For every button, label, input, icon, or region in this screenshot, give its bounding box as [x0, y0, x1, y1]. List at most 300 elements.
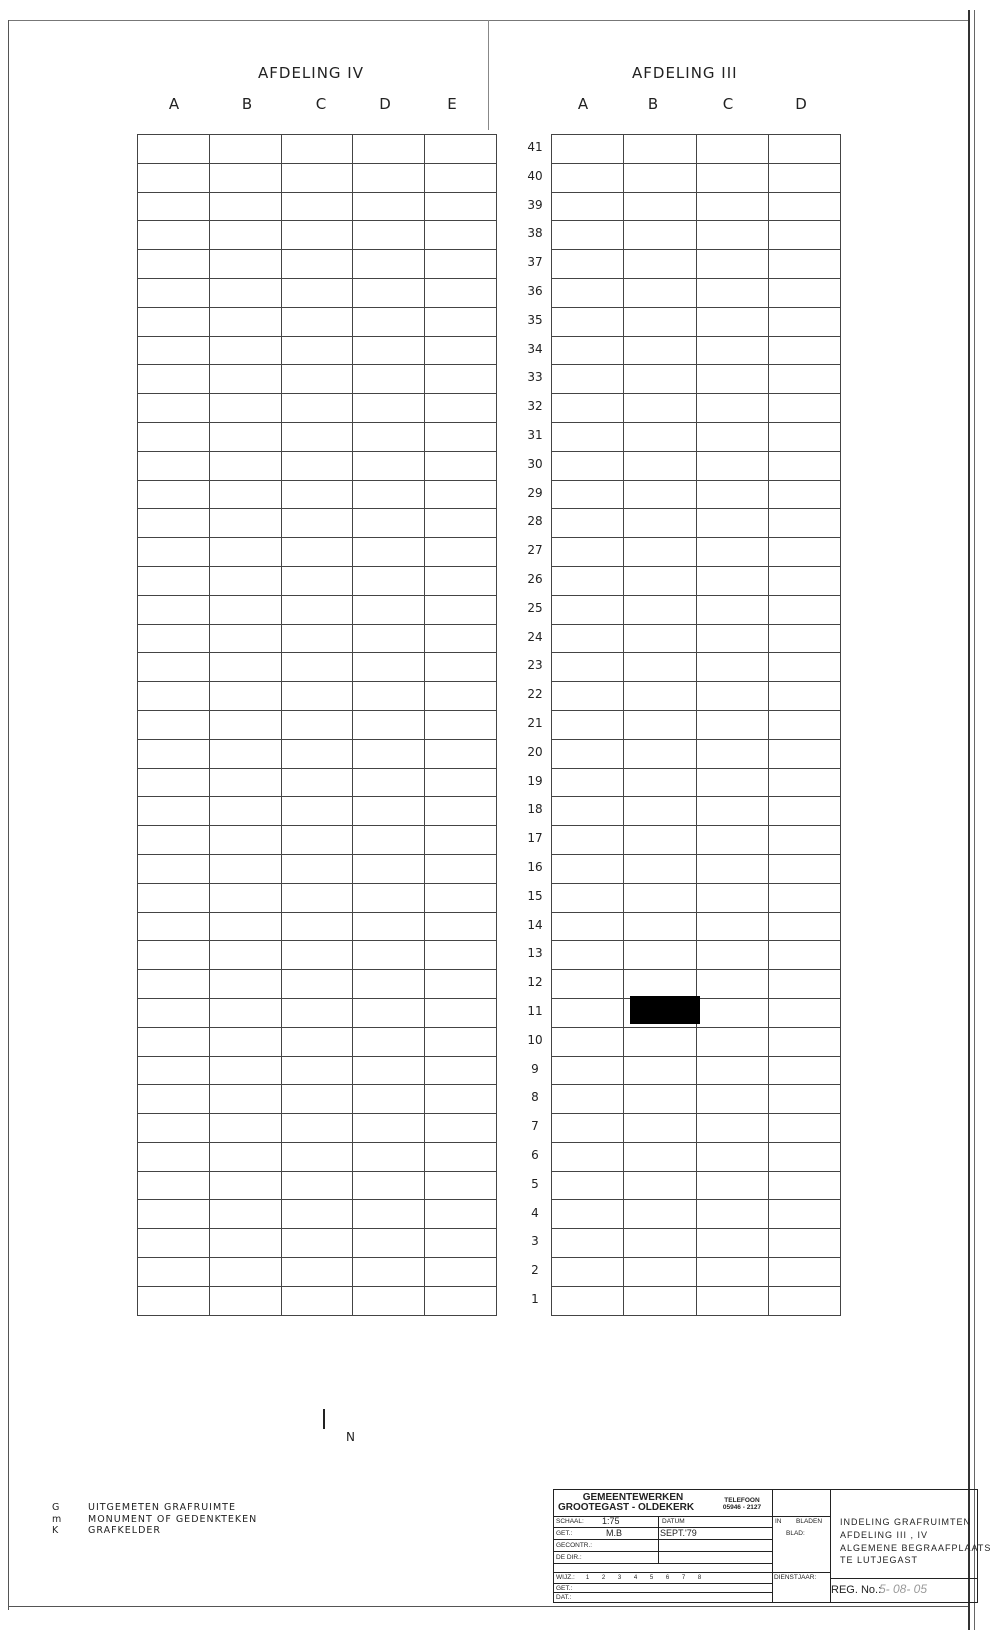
grave-plot [138, 1258, 210, 1287]
grave-plot [552, 509, 624, 538]
grave-plot [768, 480, 840, 509]
grave-plot [696, 682, 768, 711]
grave-plot [768, 192, 840, 221]
wijz-number: 3 [617, 1575, 622, 1581]
grave-plot [696, 826, 768, 855]
row-number: 41 [527, 140, 543, 154]
grave-plot [353, 624, 425, 653]
grave-row [138, 1229, 497, 1258]
grave-row [138, 883, 497, 912]
grave-plot [624, 422, 696, 451]
grave-plot [624, 1258, 696, 1287]
grave-plot [552, 1171, 624, 1200]
gecontr-label: GECONTR.: [556, 1542, 593, 1549]
grave-plot [624, 653, 696, 682]
grave-plot [696, 768, 768, 797]
grave-plot [552, 998, 624, 1027]
row-number: 19 [527, 773, 543, 788]
grave-plot [552, 941, 624, 970]
grave-plot [138, 710, 210, 739]
grave-plot [696, 797, 768, 826]
grave-plot [624, 595, 696, 624]
legend-code: K [52, 1525, 60, 1536]
grave-plot [353, 826, 425, 855]
grave-row [138, 854, 497, 883]
column-letter: E [447, 95, 457, 113]
grave-plot [281, 1142, 353, 1171]
grave-plot [768, 221, 840, 250]
grave-row [552, 912, 841, 941]
grave-plot [552, 682, 624, 711]
grave-row [552, 883, 841, 912]
grave-row [552, 854, 841, 883]
grave-plot [696, 278, 768, 307]
row-number: 25 [527, 600, 543, 615]
row-number: 23 [527, 658, 543, 673]
grave-plot [696, 739, 768, 768]
grave-plot [353, 1114, 425, 1143]
grave-plot [138, 826, 210, 855]
get-value: M.B [606, 1528, 623, 1538]
grave-plot [138, 1200, 210, 1229]
grave-plot [552, 451, 624, 480]
grave-plot [552, 221, 624, 250]
grave-plot [138, 883, 210, 912]
grave-plot [281, 135, 353, 164]
grave-plot [281, 566, 353, 595]
grave-row [138, 739, 497, 768]
grave-plot [552, 566, 624, 595]
grave-plot [281, 307, 353, 336]
grave-plot [696, 1142, 768, 1171]
grave-plot [353, 768, 425, 797]
grave-row [552, 739, 841, 768]
grave-plot [624, 826, 696, 855]
grave-row [552, 1286, 841, 1315]
grave-row [138, 509, 497, 538]
grave-plot [209, 595, 281, 624]
column-letter: A [577, 95, 589, 113]
grave-plot [624, 1085, 696, 1114]
grave-plot [138, 163, 210, 192]
grave-plot [425, 653, 497, 682]
schaal-value: 1:75 [602, 1516, 620, 1526]
grave-plot [696, 365, 768, 394]
grave-plot [353, 336, 425, 365]
grave-plot [209, 509, 281, 538]
grave-plot [768, 1171, 840, 1200]
grave-plot [353, 163, 425, 192]
grave-plot [353, 1286, 425, 1315]
grave-row [138, 394, 497, 423]
row-number: 4 [531, 1205, 539, 1220]
grave-plot [552, 854, 624, 883]
grave-plot [281, 768, 353, 797]
row-number: 35 [527, 312, 543, 327]
grave-row [552, 624, 841, 653]
grave-plot [353, 480, 425, 509]
description-line: ALGEMENE BEGRAAFPLAATS [840, 1543, 992, 1553]
legend-text: UITGEMETEN GRAFRUIMTE [88, 1502, 236, 1513]
grave-plot [768, 422, 840, 451]
grave-row [552, 1085, 841, 1114]
grave-plot [624, 135, 696, 164]
title-block-mid [722, 1490, 831, 1602]
grave-plot [552, 739, 624, 768]
grave-plot [696, 941, 768, 970]
grave-plot [353, 998, 425, 1027]
grave-plot [281, 1027, 353, 1056]
grave-plot [281, 1056, 353, 1085]
grave-plot [209, 135, 281, 164]
grave-plot [353, 307, 425, 336]
row-number: 5 [531, 1176, 539, 1191]
grave-plot [353, 192, 425, 221]
datum-label: DATUM [662, 1518, 685, 1525]
divider [554, 1516, 772, 1517]
grave-plot [768, 1229, 840, 1258]
grave-plot [425, 307, 497, 336]
grave-row [552, 566, 841, 595]
grave-plot [425, 595, 497, 624]
grave-row [138, 221, 497, 250]
grave-plot [281, 883, 353, 912]
grave-row [552, 1142, 841, 1171]
grave-plot [696, 970, 768, 999]
divider [554, 1572, 772, 1573]
grave-plot [696, 854, 768, 883]
in-label: IN [775, 1518, 782, 1525]
grave-plot [138, 1085, 210, 1114]
dedir-label: DE DIR.: [556, 1554, 582, 1561]
grave-plot [768, 1200, 840, 1229]
grave-plot [696, 595, 768, 624]
grave-plot [624, 1229, 696, 1258]
grave-plot [138, 422, 210, 451]
row-number: 10 [527, 1032, 543, 1047]
grave-plot [552, 1200, 624, 1229]
grave-plot [768, 336, 840, 365]
column-letter: B [647, 95, 659, 113]
grave-plot [281, 509, 353, 538]
grave-row [138, 135, 497, 164]
grave-plot [768, 566, 840, 595]
grave-row [138, 826, 497, 855]
grave-plot [696, 1027, 768, 1056]
grave-row [138, 768, 497, 797]
grave-plot [281, 710, 353, 739]
grave-plot [552, 480, 624, 509]
grave-plot [281, 998, 353, 1027]
grave-plot [552, 1142, 624, 1171]
row-number: 3 [531, 1234, 539, 1249]
grave-plot [425, 451, 497, 480]
grave-row [552, 135, 841, 164]
grave-plot [353, 135, 425, 164]
grave-plot [552, 365, 624, 394]
grave-plot [425, 566, 497, 595]
grave-plot [425, 1258, 497, 1287]
grave-plot [624, 1027, 696, 1056]
grave-row [138, 941, 497, 970]
grave-plot [209, 1258, 281, 1287]
grave-plot [209, 480, 281, 509]
section-divider [488, 20, 489, 130]
grave-plot [281, 1114, 353, 1143]
grave-plot [209, 710, 281, 739]
grave-plot [624, 1286, 696, 1315]
grave-plot [281, 163, 353, 192]
grave-plot [138, 135, 210, 164]
grave-plot [353, 970, 425, 999]
grave-plot [768, 682, 840, 711]
grave-plot [138, 509, 210, 538]
schaal-label: SCHAAL: [556, 1518, 584, 1525]
grave-plot [552, 336, 624, 365]
grave-plot [696, 1229, 768, 1258]
divider [554, 1551, 772, 1552]
grave-plot [552, 135, 624, 164]
row-number: 24 [527, 629, 543, 644]
grave-plot [425, 480, 497, 509]
grave-plot [138, 854, 210, 883]
grave-plot [281, 394, 353, 423]
grave-plot [353, 509, 425, 538]
grave-row [552, 941, 841, 970]
grave-plot [768, 163, 840, 192]
grave-plot [768, 595, 840, 624]
title-block-right [830, 1490, 992, 1602]
grave-plot [624, 1171, 696, 1200]
grave-plot [768, 624, 840, 653]
grave-row [138, 365, 497, 394]
grave-plot [768, 854, 840, 883]
dienstjaar-label: DIENSTJAAR: [774, 1574, 817, 1581]
grave-plot [425, 1200, 497, 1229]
grave-plot [696, 538, 768, 567]
grave-plot [138, 768, 210, 797]
grave-plot [209, 1085, 281, 1114]
grave-plot [552, 278, 624, 307]
grave-plot [353, 883, 425, 912]
grave-plot [768, 797, 840, 826]
grave-plot [552, 797, 624, 826]
grave-plot [425, 422, 497, 451]
grave-plot [552, 1027, 624, 1056]
grave-plot [425, 797, 497, 826]
grave-plot [209, 854, 281, 883]
grave-plot [353, 394, 425, 423]
grave-plot [624, 566, 696, 595]
grave-plot [552, 826, 624, 855]
grave-plot [209, 422, 281, 451]
grave-plot [768, 912, 840, 941]
grave-row [552, 1258, 841, 1287]
grave-plot [768, 1114, 840, 1143]
grave-plot [425, 336, 497, 365]
grave-plot [353, 854, 425, 883]
grave-plot [624, 307, 696, 336]
divider [554, 1592, 772, 1593]
grave-plot [353, 365, 425, 394]
grave-plot [552, 394, 624, 423]
grave-row [138, 1286, 497, 1315]
grave-row [138, 1171, 497, 1200]
grave-plot [209, 192, 281, 221]
divider [830, 1578, 977, 1579]
grave-plot [353, 1027, 425, 1056]
grave-plot [281, 480, 353, 509]
grave-plot [425, 278, 497, 307]
grave-plot [281, 365, 353, 394]
grave-plot [696, 480, 768, 509]
grave-row [138, 480, 497, 509]
grave-plot [425, 998, 497, 1027]
grave-row [138, 422, 497, 451]
row-number: 37 [527, 255, 543, 270]
grave-plot [138, 221, 210, 250]
grave-plot [552, 1229, 624, 1258]
grave-row [552, 1229, 841, 1258]
divider [554, 1539, 772, 1540]
grave-plot [624, 682, 696, 711]
grave-plot [552, 912, 624, 941]
row-number: 9 [531, 1061, 539, 1076]
grave-plot [552, 250, 624, 279]
grave-plot [768, 826, 840, 855]
grave-row [138, 278, 497, 307]
row-number: 30 [527, 456, 543, 471]
grave-plot [624, 710, 696, 739]
grave-plot [768, 250, 840, 279]
grave-plot [138, 451, 210, 480]
grave-plot [624, 797, 696, 826]
grave-plot [552, 422, 624, 451]
grave-plot [768, 1056, 840, 1085]
grave-plot [696, 1286, 768, 1315]
grave-row [552, 192, 841, 221]
grave-plot [696, 221, 768, 250]
grave-plot [209, 768, 281, 797]
row-number: 22 [527, 687, 543, 702]
grave-row [138, 192, 497, 221]
grave-plot [281, 854, 353, 883]
grave-plot [425, 365, 497, 394]
grave-row [552, 422, 841, 451]
grave-row [552, 163, 841, 192]
row-number: 36 [527, 284, 543, 298]
grave-plot [138, 480, 210, 509]
grave-plot [281, 422, 353, 451]
grave-plot [281, 1171, 353, 1200]
row-number: 26 [527, 572, 543, 586]
row-number: 40 [527, 168, 543, 183]
org-location: GROOTEGAST - OLDEKERK [558, 1502, 695, 1513]
grave-plot [353, 941, 425, 970]
legend-item [52, 1525, 257, 1537]
grave-plot [624, 278, 696, 307]
grave-row [138, 1200, 497, 1229]
grave-plot [425, 624, 497, 653]
grave-row [138, 1056, 497, 1085]
grave-plot [696, 135, 768, 164]
legend-item [52, 1514, 257, 1526]
grave-row [552, 451, 841, 480]
grave-plot [209, 739, 281, 768]
grave-plot [281, 336, 353, 365]
grave-plot [425, 1085, 497, 1114]
grave-plot [209, 538, 281, 567]
grave-plot [552, 595, 624, 624]
grave-plot [624, 480, 696, 509]
legend [52, 1502, 257, 1537]
grave-row [138, 1258, 497, 1287]
grave-plot [353, 566, 425, 595]
frame-border-left [8, 20, 9, 1610]
grave-plot [209, 365, 281, 394]
grave-plot [209, 163, 281, 192]
grave-plot [552, 1114, 624, 1143]
grave-plot [425, 192, 497, 221]
grave-plot [353, 595, 425, 624]
grave-row [138, 624, 497, 653]
grave-row [138, 653, 497, 682]
grave-plot [209, 336, 281, 365]
grave-plot [138, 336, 210, 365]
grave-plot [138, 797, 210, 826]
grave-plot [696, 912, 768, 941]
grave-plot [425, 163, 497, 192]
grave-plot [353, 278, 425, 307]
grave-plot [425, 854, 497, 883]
row-number: 12 [527, 975, 543, 990]
grave-plot [353, 1085, 425, 1114]
grave-plot [768, 1027, 840, 1056]
grave-plot [768, 365, 840, 394]
grave-plot [425, 912, 497, 941]
blad-label: BLAD: [786, 1530, 805, 1537]
grave-plot [353, 1171, 425, 1200]
section-title-left: AFDELING IV [258, 64, 364, 82]
wijz-number: 5 [649, 1575, 654, 1581]
regno-value: 5- 08- 05 [879, 1582, 928, 1596]
grave-plot [425, 538, 497, 567]
grave-plot [281, 941, 353, 970]
row-number: 17 [527, 831, 543, 846]
north-label: N [346, 1430, 355, 1444]
grave-plot [552, 1085, 624, 1114]
grave-plot [624, 192, 696, 221]
grave-plot [696, 451, 768, 480]
grave-plot [696, 624, 768, 653]
grave-plot [138, 739, 210, 768]
grave-plot [696, 883, 768, 912]
grave-plot [281, 1200, 353, 1229]
grave-grid-afdeling-iii [551, 134, 841, 1316]
grave-plot [696, 422, 768, 451]
grave-plot [425, 1056, 497, 1085]
grave-plot [768, 998, 840, 1027]
grave-plot [768, 941, 840, 970]
grave-plot [209, 307, 281, 336]
grave-plot [552, 538, 624, 567]
grave-row [138, 1114, 497, 1143]
tel-number: 05946 - 2127 [722, 1504, 762, 1511]
grave-plot [768, 538, 840, 567]
column-letter: B [241, 95, 253, 113]
grave-plot [281, 912, 353, 941]
grave-plot [425, 739, 497, 768]
